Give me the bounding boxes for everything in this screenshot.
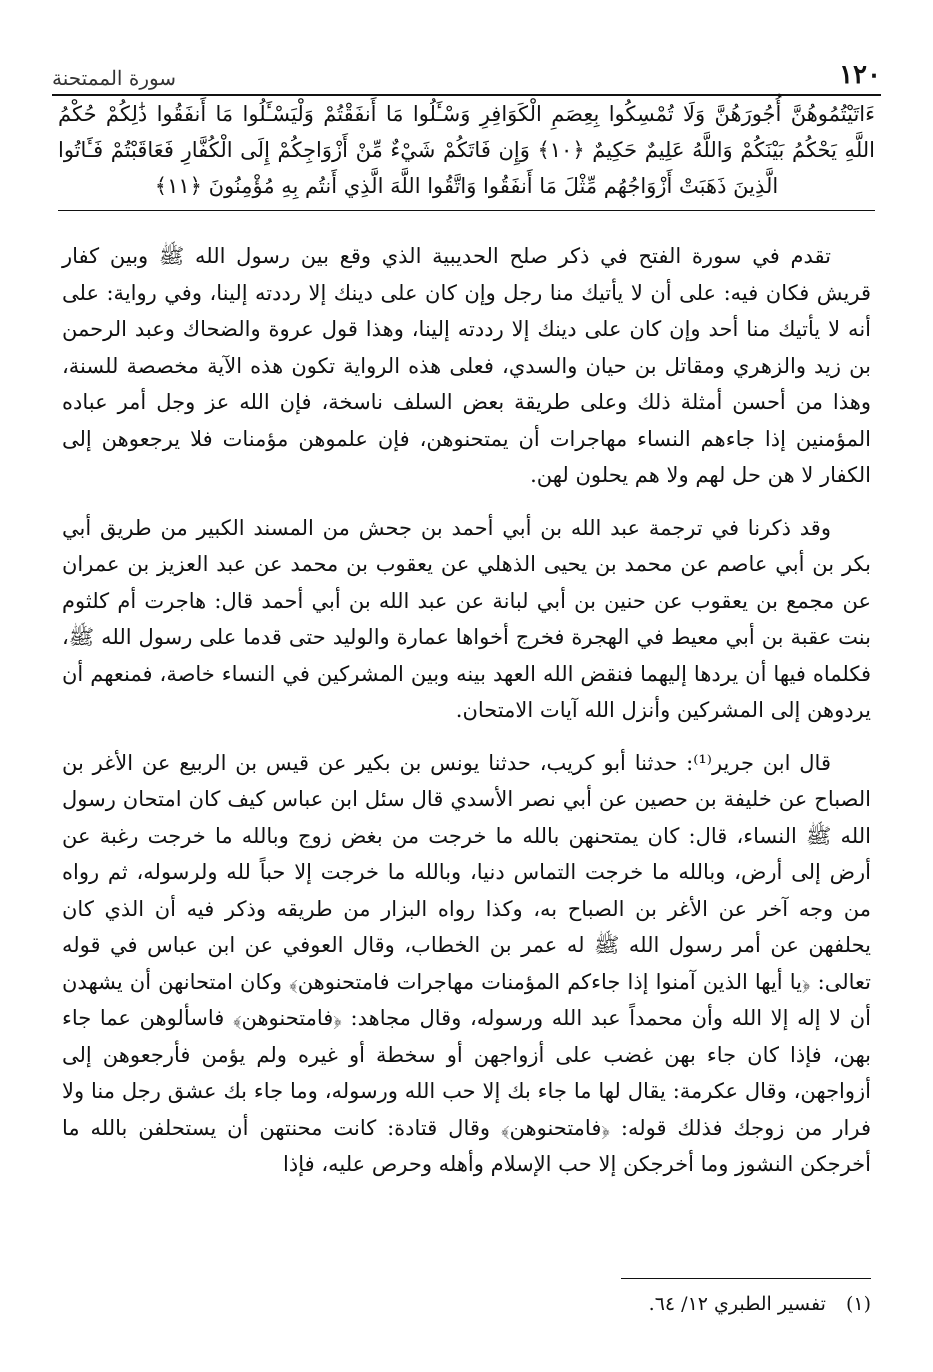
paragraph-2: وقد ذكرنا في ترجمة عبد الله بن أبي أحمد بن جحش من المسند الكبير من طريق أبي بكر بن أبي عاصم عن محمد بن يحيى الذهلي عن يعقوب بن محمد عن عبد العزيز بن عمران عن مجمع بن يعقوب عن حنين بن أبي لبانة عن عبد الله بن أبي أحمد قال: هاجرت أم كلثوم بنت عقبة بن أبي معيط في الهجرة فخرج أخواها عمارة والوليد حتى قدما على رسول الله ﷺ، فكلماه فيها أن يردها إليهما فنقض الله العهد بينه وبين المشركين في النساء خاصة، فمنعهم أن يردوهن إلى المشركين وأنزل الله آيات الامتحان.	[62, 515, 871, 722]
footnote-divider	[621, 1278, 871, 1279]
paragraph-3: قال ابن جرير⁽¹⁾: حدثنا أبو كريب، حدثنا يونس بن بكير عن قيس بن الربيع عن الأغر بن الصباح عن خليفة بن حصين عن أبي نصر الأسدي قال سئل ابن عباس كيف كان امتحان رسول الله ﷺ النساء، قال: كان يمتحنهن بالله ما خرجت من بغض زوج وبالله ما خرجت رغبة عن أرض إلى أرض، وبالله ما خرجت التماس دنيا، وبالله ما خرجت إلا حباً لله ولرسوله، ثم رواه من وجه آخر عن الأغر بن الصباح به، وكذا رواه البزار من طريقه وذكر فيه أن الذي كان يحلفهن عن أمر رسول الله ﷺ له عمر بن الخطاب، وقال العوفي عن ابن عباس في قوله تعالى: ﴿يا أيها الذين آمنوا إذا جاءكم المؤمنات مهاجرات فامتحنوهن﴾ وكان امتحانهن أن يشهدن أن لا إله إلا الله وأن محمداً عبد الله ورسوله، وقال مجاهد: ﴿فامتحنوهن﴾ فاسألوهن عما جاء بهن، فإذا كان جاء بهن غضب على أزواجهن أو سخطة أو غيره ولم يؤمن فأرجعوهن إلى أزواجهن، وقال عكرمة: يقال لها ما جاء بك إلا حب الله ورسوله، وما جاء بك عشق رجل منا ولا فرار من زوجك فذلك قوله: ﴿فامتحنوهن﴾ وقال قتادة: كانت محنتهن أن يستحلفن بالله ما أخرجكن النشوز وما أخرجكن إلا حب الإسلام وأهله وحرص عليه، فإذا	[62, 750, 872, 1176]
footnote-number: (١)	[845, 1293, 871, 1315]
quran-verses: ءَاتَيْتُمُوهُنَّ أُجُورَهُنَّ وَلَا تُمْسِكُوا بِعِصَمِ الْكَوَافِرِ وَسْـَٔلُوا مَا أَنفَقْتُمْ وَلْيَسْـَٔلُوا مَا أَنفَقُوا ذَٰلِكُمْ حُكْمُ اللَّهِ يَحْكُمُ بَيْنَكُمْ وَاللَّهُ عَلِيمٌ حَكِيمٌ ﴿١٠﴾ وَإِن فَاتَكُمْ شَيْءٌ مِّنْ أَزْوَاجِكُمْ إِلَى الْكُفَّارِ فَعَاقَبْتُمْ فَـَٔاتُوا الَّذِينَ ذَهَبَتْ أَزْوَاجُهُم مِّثْلَ مَا أَنفَقُوا وَاتَّقُوا اللَّهَ الَّذِي أَنتُم بِهِ مُؤْمِنُونَ ﴿١١﴾	[58, 96, 875, 211]
surah-title: سورة الممتحنة	[52, 66, 177, 90]
footnote	[62, 1290, 871, 1318]
page-number: ١٢٠	[839, 60, 881, 90]
footnote-text: تفسير الطبري ١٢/ ٦٤.	[648, 1293, 826, 1315]
paragraph-1: تقدم في سورة الفتح في ذكر صلح الحديبية الذي وقع بين رسول الله ﷺ وبين كفار قريش فكان فيه: على أن لا يأتيك منا رجل وإن كان على دينك إلا رددته إلينا، وفي رواية: على أنه لا يأتيك منا أحد وإن كان على دينك إلا رددته إلينا، وهذا قول عروة والضحاك وعبد الرحمن بن زيد والزهري ومقاتل بن حيان والسدي، فعلى هذه الرواية تكون هذه الآية مخصصة للسنة، وهذا من أحسن أمثلة ذلك وعلى طريقة بعض السلف ناسخة، فإن الله عز وجل أمر عباده المؤمنين إذا جاءهم النساء مهاجرات أن يمتحنوهن، فإن علموهن مؤمنات فلا يرجعوهن إلى الكفار لا هن حل لهم ولا هم يحلون لهن.	[62, 244, 871, 487]
page-header	[52, 50, 881, 96]
tafsir-body	[62, 238, 871, 1199]
